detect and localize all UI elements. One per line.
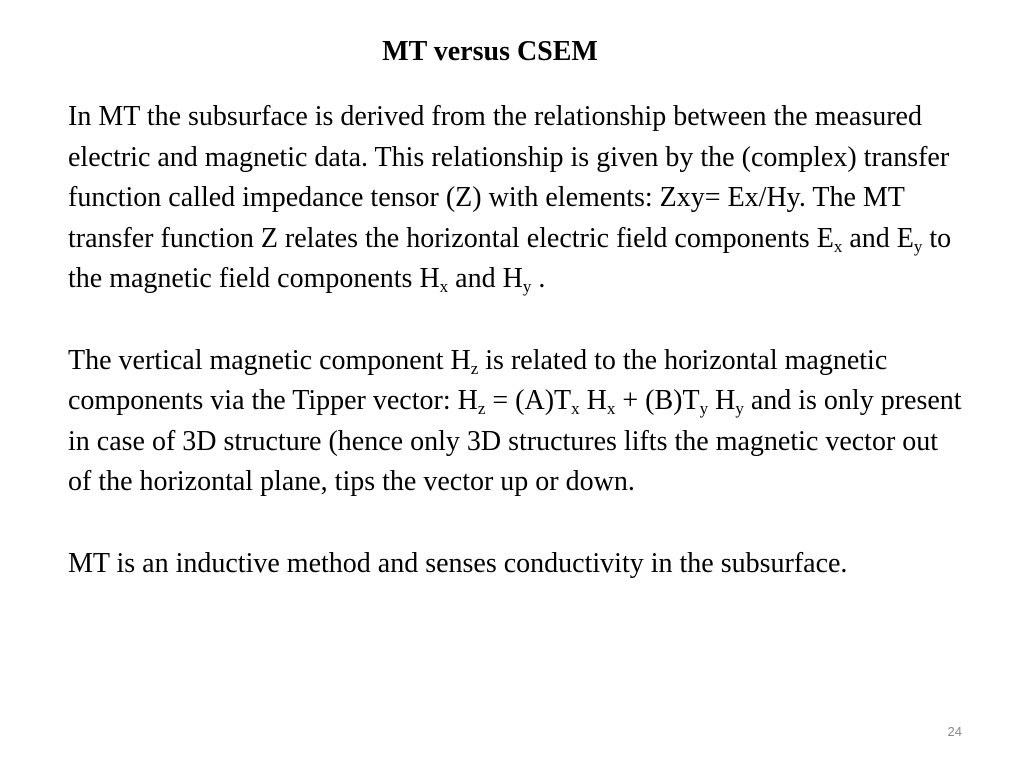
text-run: to the magnetic field components H — [68, 222, 952, 295]
subscript: y — [699, 399, 709, 419]
subscript: z — [477, 399, 486, 419]
subscript: y — [913, 236, 923, 256]
subscript: x — [439, 277, 449, 297]
text-run: is related to the horizontal magnetic components via the Tipper vector: H — [68, 344, 888, 417]
text-run: = (A)T — [485, 385, 572, 417]
slide-body — [68, 97, 968, 584]
page-number: 24 — [947, 724, 962, 739]
paragraph-mt-impedance — [68, 97, 968, 300]
subscript: x — [606, 399, 616, 419]
slide-title: MT versus CSEM — [382, 36, 598, 67]
subscript: x — [571, 399, 580, 419]
text-run: H — [579, 385, 607, 417]
paragraph-tipper-vector — [68, 341, 968, 503]
subscript: z — [470, 358, 479, 378]
text-run: . — [531, 263, 546, 295]
paragraph-inductive-method: MT is an inductive method and senses conductivity in the subsurface. — [68, 547, 848, 579]
subscript: x — [833, 236, 843, 256]
text-run: The vertical magnetic component H — [68, 344, 471, 376]
subscript: y — [522, 277, 532, 297]
paragraph-gap — [68, 503, 968, 544]
subscript: y — [735, 399, 744, 419]
paragraph-gap — [68, 300, 968, 341]
text-run: In MT the subsurface is derived from the relationship between the measured electric and magnetic data. This relationship is given by the (complex) transfer function called impedance tensor (Z) with elements: Zxy= Ex/Hy. The MT transfer function Z relates the horizontal electric field components E — [68, 101, 950, 254]
text-run: H — [708, 385, 736, 417]
text-run: and H — [448, 263, 523, 295]
text-run: and is only present in case of 3D structure (hence only 3D structures lifts the magnetic vector out of the horizontal plane, tips the vector up or down. — [68, 385, 962, 498]
text-run: and E — [842, 222, 914, 254]
text-run: + (B)T — [615, 385, 700, 417]
